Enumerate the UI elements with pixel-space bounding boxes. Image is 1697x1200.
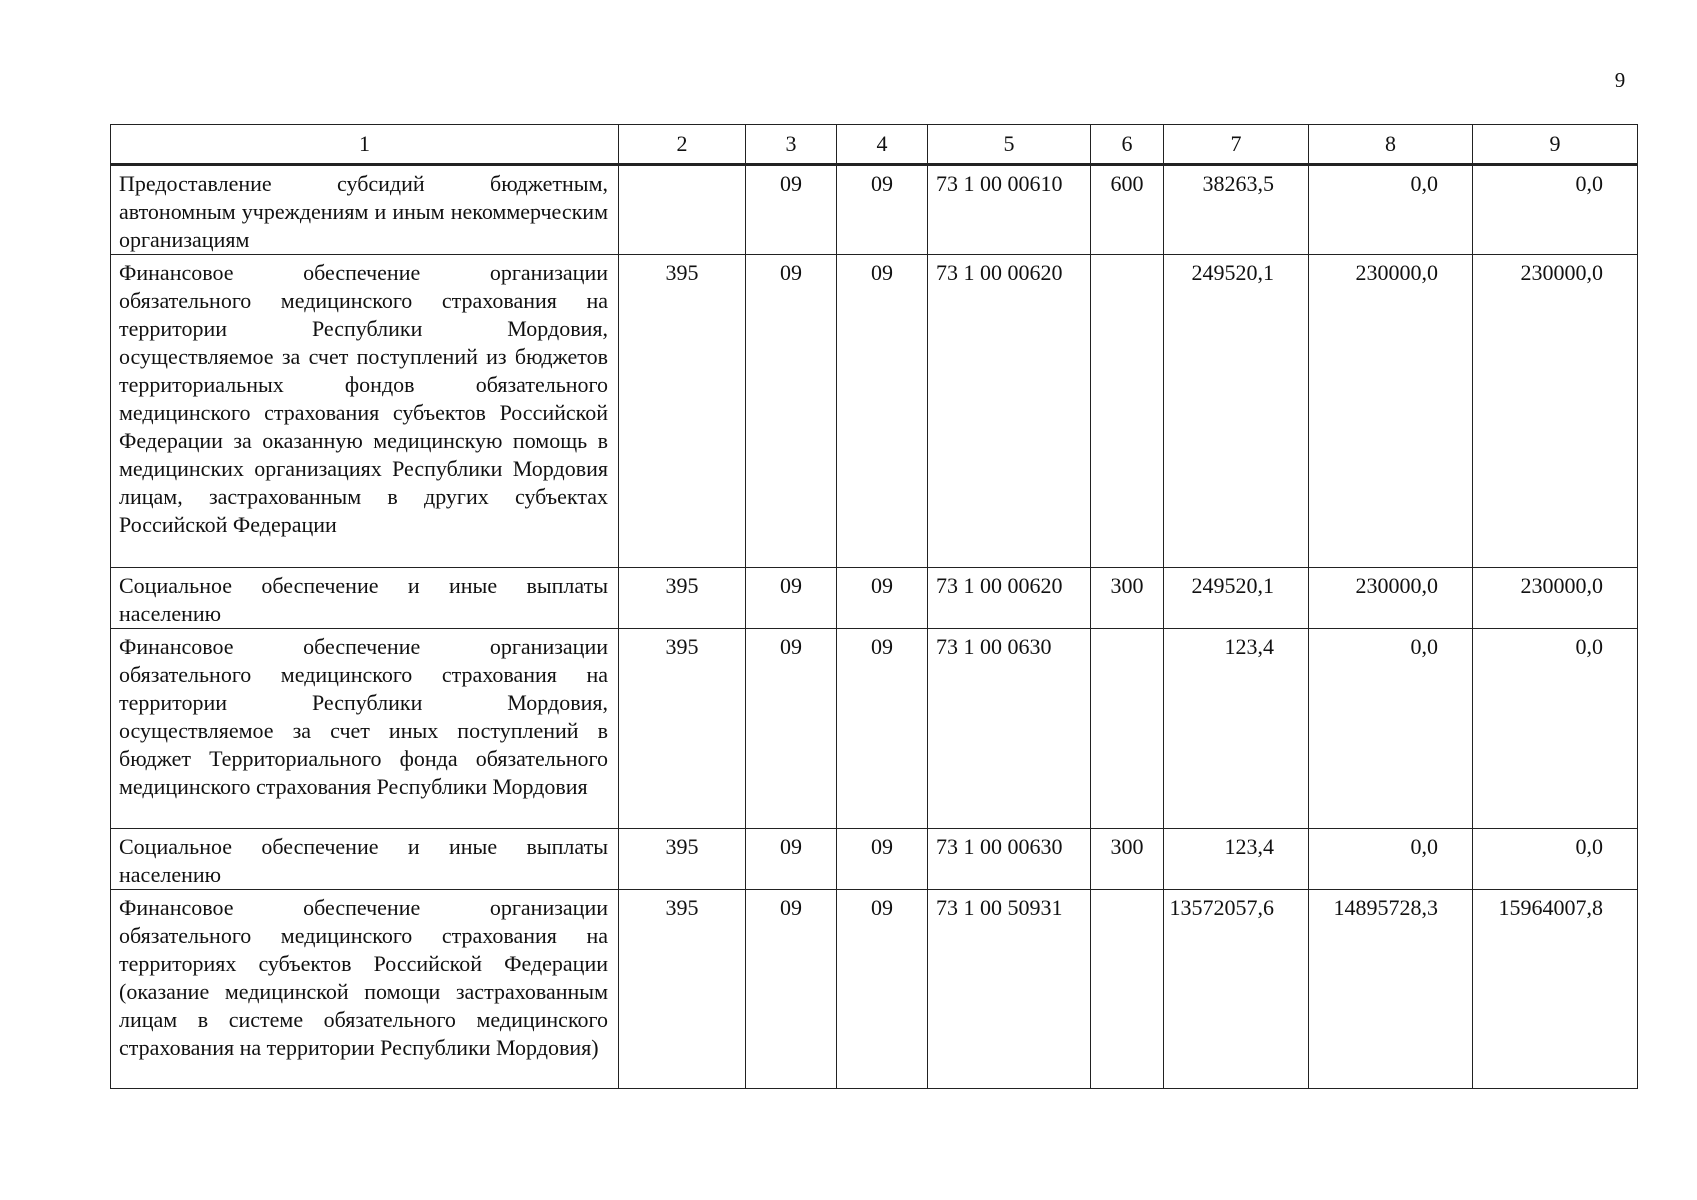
cell-col8: 0,0 xyxy=(1309,165,1473,255)
cell-col3: 09 xyxy=(746,255,837,568)
row-description: Финансовое обеспечение организации обязательного медицинского страхования на территории Республики Мордовия, осуществляемое за счет поступлений из бюджетов территориальных фондов обязательного медицинского страхования субъектов Российской Федерации за оказанную медицинскую помощь в медицинских организациях Республики Мордовия лицам, застрахованным в других субъектах Российской Федерации xyxy=(111,255,619,568)
column-header: 3 xyxy=(746,125,837,165)
cell-col5: 73 1 00 00630 xyxy=(928,829,1091,890)
cell-col2: 395 xyxy=(619,629,746,829)
cell-col9: 230000,0 xyxy=(1473,255,1638,568)
cell-col6 xyxy=(1091,890,1164,1089)
table-row xyxy=(111,890,1638,1089)
cell-col8: 230000,0 xyxy=(1309,255,1473,568)
column-header: 2 xyxy=(619,125,746,165)
row-description: Финансовое обеспечение организации обязательного медицинского страхования на территории Республики Мордовия, осуществляемое за счет иных поступлений в бюджет Территориального фонда обязательного медицинского страхования Республики Мордовия xyxy=(111,629,619,829)
cell-col5: 73 1 00 0630 xyxy=(928,629,1091,829)
table-row xyxy=(111,829,1638,890)
cell-col6: 300 xyxy=(1091,568,1164,629)
cell-col4: 09 xyxy=(837,629,928,829)
cell-col3: 09 xyxy=(746,165,837,255)
cell-col4: 09 xyxy=(837,829,928,890)
cell-col8: 14895728,3 xyxy=(1309,890,1473,1089)
cell-col2: 395 xyxy=(619,890,746,1089)
cell-col7: 38263,5 xyxy=(1164,165,1309,255)
cell-col9: 0,0 xyxy=(1473,829,1638,890)
cell-col7: 13572057,6 xyxy=(1164,890,1309,1089)
row-description: Социальное обеспечение и иные выплаты населению xyxy=(111,568,619,629)
table-row xyxy=(111,165,1638,255)
cell-col5: 73 1 00 50931 xyxy=(928,890,1091,1089)
cell-col3: 09 xyxy=(746,629,837,829)
cell-col6 xyxy=(1091,629,1164,829)
cell-col3: 09 xyxy=(746,829,837,890)
cell-col6: 300 xyxy=(1091,829,1164,890)
table-row xyxy=(111,629,1638,829)
table-row xyxy=(111,255,1638,568)
cell-col5: 73 1 00 00620 xyxy=(928,568,1091,629)
cell-col6: 600 xyxy=(1091,165,1164,255)
column-header: 7 xyxy=(1164,125,1309,165)
column-header: 1 xyxy=(111,125,619,165)
cell-col7: 123,4 xyxy=(1164,629,1309,829)
cell-col2: 395 xyxy=(619,255,746,568)
cell-col4: 09 xyxy=(837,890,928,1089)
column-header: 4 xyxy=(837,125,928,165)
table-row xyxy=(111,568,1638,629)
cell-col2: 395 xyxy=(619,829,746,890)
column-header: 8 xyxy=(1309,125,1473,165)
cell-col9: 0,0 xyxy=(1473,165,1638,255)
cell-col5: 73 1 00 00610 xyxy=(928,165,1091,255)
column-header: 6 xyxy=(1091,125,1164,165)
cell-col5: 73 1 00 00620 xyxy=(928,255,1091,568)
cell-col8: 230000,0 xyxy=(1309,568,1473,629)
cell-col9: 230000,0 xyxy=(1473,568,1638,629)
column-header: 9 xyxy=(1473,125,1638,165)
row-description: Финансовое обеспечение организации обязательного медицинского страхования на территориях субъектов Российской Федерации (оказание медицинской помощи застрахованным лицам в системе обязательного медицинского страхования на территории Республики Мордовия) xyxy=(111,890,619,1089)
cell-col3: 09 xyxy=(746,568,837,629)
row-description: Предоставление субсидий бюджетным, автономным учреждениям и иным некоммерческим организациям xyxy=(111,165,619,255)
cell-col6 xyxy=(1091,255,1164,568)
cell-col7: 123,4 xyxy=(1164,829,1309,890)
budget-table xyxy=(110,124,1638,1089)
page-number: 9 xyxy=(1614,68,1626,92)
cell-col7: 249520,1 xyxy=(1164,568,1309,629)
cell-col2 xyxy=(619,165,746,255)
cell-col8: 0,0 xyxy=(1309,629,1473,829)
cell-col8: 0,0 xyxy=(1309,829,1473,890)
cell-col4: 09 xyxy=(837,568,928,629)
cell-col9: 15964007,8 xyxy=(1473,890,1638,1089)
cell-col4: 09 xyxy=(837,255,928,568)
cell-col7: 249520,1 xyxy=(1164,255,1309,568)
cell-col2: 395 xyxy=(619,568,746,629)
cell-col3: 09 xyxy=(746,890,837,1089)
cell-col9: 0,0 xyxy=(1473,629,1638,829)
row-description: Социальное обеспечение и иные выплаты населению xyxy=(111,829,619,890)
table-header-row xyxy=(111,125,1638,165)
column-header: 5 xyxy=(928,125,1091,165)
cell-col4: 09 xyxy=(837,165,928,255)
